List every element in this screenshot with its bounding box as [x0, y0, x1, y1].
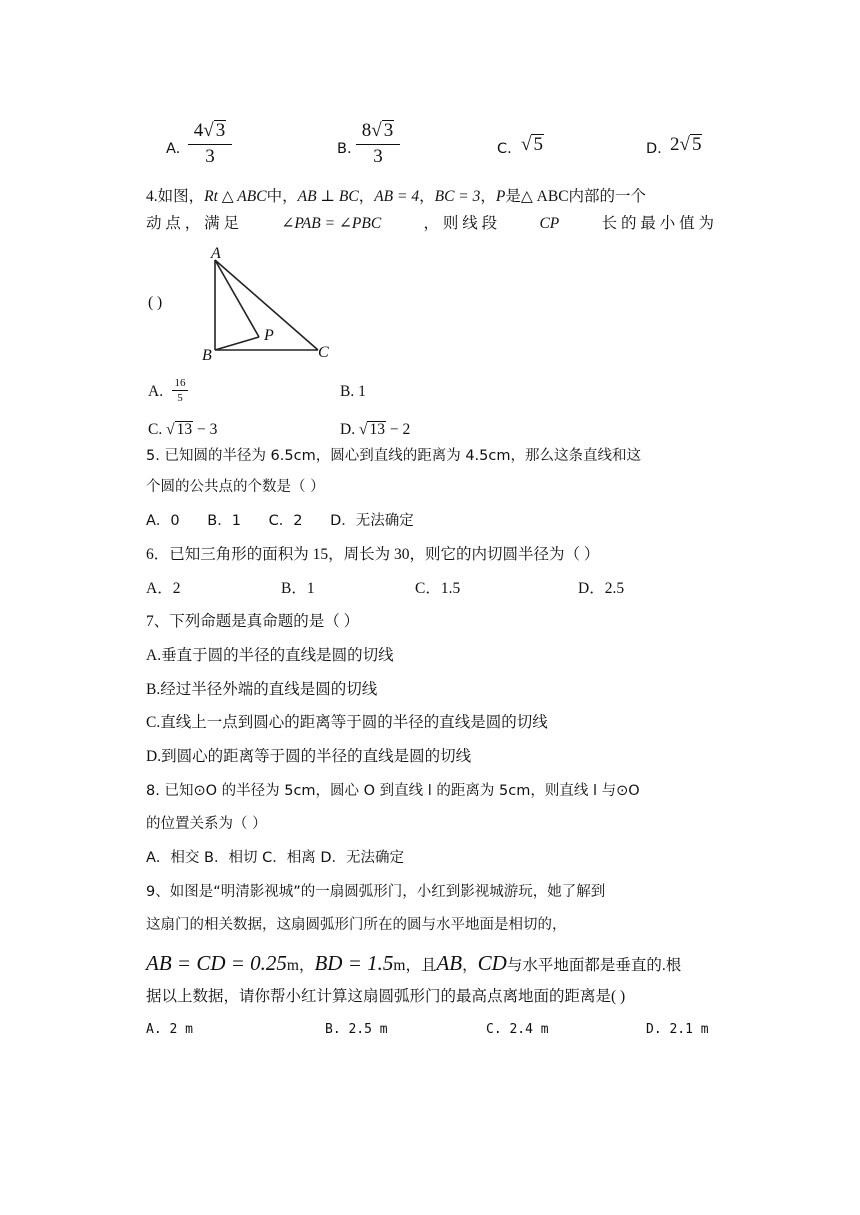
- q6-option-a: A．2: [146, 580, 181, 597]
- q6-option-c: C．1.5: [415, 580, 461, 597]
- q9-stem-line-2: 这扇门的相关数据，这扇圆弧形门所在的圆与水平地面是相切的，: [146, 917, 567, 933]
- q5-stem-line-2: 个圆的公共点的个数是（ ）: [146, 479, 325, 495]
- q7-stem: 7、下列命题是真命题的是（ ）: [146, 613, 360, 630]
- q9-option-c: C. 2.4 m: [486, 1022, 549, 1037]
- q4-triangle-figure: [200, 240, 340, 365]
- q3-option-c-value: √ 5: [521, 134, 543, 155]
- q3-option-d-value: 2√ 5: [670, 134, 702, 155]
- q6-option-d: D．2.5: [578, 580, 625, 597]
- q7-option-c: C.直线上一点到圆心的距离等于圆的半径的直线是圆的切线: [146, 714, 548, 731]
- figure-label-c: C: [318, 344, 329, 361]
- q3-b-coef: 8: [361, 120, 372, 141]
- q3-option-a-fraction: 4√ 3 3: [188, 120, 232, 168]
- q8-stem-line-2: 的位置关系为（ ）: [146, 816, 267, 832]
- q3-b-radicand: 3: [383, 120, 394, 141]
- q3-b-denominator: 3: [373, 146, 383, 167]
- q4-option-a-label: A.: [148, 383, 164, 400]
- q9-stem-line-1: 9、如图是“明清影视城”的一扇圆弧形门，小红到影视城游玩，她了解到: [146, 884, 606, 900]
- q5-stem-line-1: 5. 已知圆的半径为 6.5cm，圆心到直线的距离为 4.5cm，那么这条直线和这: [146, 448, 641, 464]
- q3-option-b-label: B.: [337, 141, 352, 157]
- q9-stem-line-3: AB = CD = 0.25m，BD = 1.5m，且AB，CD与水平地面都是垂直的.根: [146, 951, 682, 975]
- q7-option-a: A.垂直于圆的半径的直线是圆的切线: [146, 647, 394, 664]
- q4-option-d: D. √ 13 − 2: [340, 421, 411, 438]
- q9-option-d: D. 2.1 m: [646, 1022, 709, 1037]
- q4-stem-line-1: 4.如图，Rt △ ABC中，AB ⊥ BC，AB = 4，BC = 3，P是△ ABC内部的一个: [146, 188, 647, 205]
- q3-a-radicand: 3: [215, 120, 226, 141]
- q9-stem-line-4: 据以上数据，请你帮小红计算这扇圆弧形门的最高点离地面的距离是( ): [146, 988, 626, 1005]
- q3-a-denominator: 3: [205, 146, 215, 167]
- q3-option-c-label: C.: [497, 141, 512, 157]
- q7-option-b: B.经过半径外端的直线是圆的切线: [146, 681, 378, 698]
- figure-label-p: P: [264, 327, 274, 344]
- q3-option-a-label: A.: [166, 141, 181, 157]
- figure-label-a: A: [211, 245, 221, 262]
- q3-option-b-fraction: 8√ 3 3: [356, 120, 400, 168]
- q9-option-b: B. 2.5 m: [325, 1022, 388, 1037]
- q4-option-c: C. √ 13 − 3: [148, 421, 218, 438]
- q7-option-d: D.到圆心的距离等于圆的半径的直线是圆的切线: [146, 748, 472, 765]
- q8-options: A．相交 B．相切 C．相离 D．无法确定: [146, 850, 404, 866]
- q8-stem-line-1: 8. 已知⊙O 的半径为 5cm，圆心 O 到直线 l 的距离为 5cm，则直线 l 与⊙O: [146, 783, 640, 799]
- figure-label-b: B: [202, 347, 212, 364]
- q4-option-a-fraction: 16 5: [172, 377, 188, 404]
- q4-answer-paren: ( ): [148, 294, 163, 311]
- q3-option-d-label: D.: [646, 141, 662, 157]
- q6-option-b: B．1: [281, 580, 315, 597]
- q9-option-a: A. 2 m: [146, 1022, 193, 1037]
- q4-option-b: B. 1: [340, 383, 366, 400]
- q6-stem: 6．已知三角形的面积为 15，周长为 30，则它的内切圆半径为（ ）: [146, 546, 600, 563]
- q5-options: A．0 B．1 C．2 D．无法确定: [146, 513, 414, 529]
- q3-a-coef: 4: [193, 120, 204, 141]
- q4-stem-line-2: 动 点 ， 满 足 ∠PAB = ∠PBC ， 则 线 段 CP 长 的 最 小 值 为: [146, 215, 714, 232]
